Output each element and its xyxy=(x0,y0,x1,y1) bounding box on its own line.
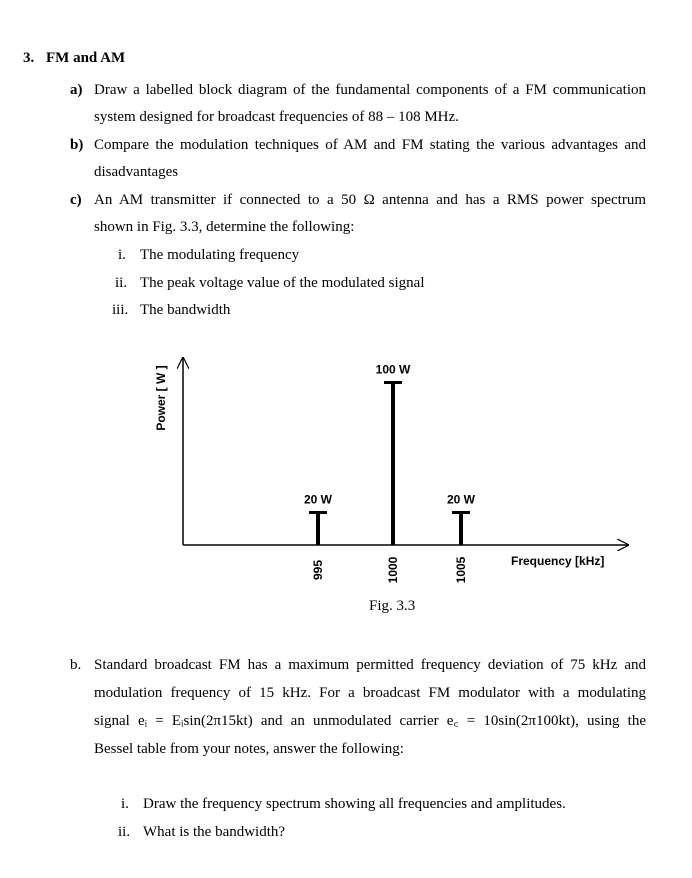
part-c-line-1: An AM transmitter if connected to a 50 Ω antenna and has a RMS power spectrum xyxy=(94,192,646,208)
part-a-line-2: system designed for broadcast frequencies of 88 – 108 MHz. xyxy=(94,109,459,125)
subitem-label: ii. xyxy=(115,275,128,291)
part-c-line-2: shown in Fig. 3.3, determine the following: xyxy=(94,219,355,235)
subitem-text: What is the bandwidth? xyxy=(143,824,286,840)
power-spectrum-chart xyxy=(0,330,692,600)
value-label: 100 W xyxy=(375,362,411,377)
subitem-label: i. xyxy=(118,247,126,263)
subitem-label: ii. xyxy=(118,824,131,840)
part-b2-line-4: Bessel table from your notes, answer the following: xyxy=(94,741,404,757)
question-number: 3. xyxy=(23,50,35,66)
part-b-line-2: disadvantages xyxy=(94,164,179,180)
part-b-label: b) xyxy=(70,137,84,153)
subitem-label: i. xyxy=(121,796,129,812)
part-b2-label: b. xyxy=(70,657,82,673)
figure-caption: Fig. 3.3 xyxy=(369,598,416,614)
part-b2-line-3: signal eᵢ = Eᵢsin(2π15kt) and an unmodulated carrier e꜀ = 10sin(2π100kt), using the xyxy=(94,713,646,729)
question-title: FM and AM xyxy=(46,50,126,66)
y-axis-label: Power [ W ] xyxy=(154,365,168,431)
part-b-line-1: Compare the modulation techniques of AM and FM stating the various advantages and xyxy=(94,137,646,153)
subitem-text: The peak voltage value of the modulated signal xyxy=(140,275,425,291)
subitem-label: iii. xyxy=(112,302,129,318)
subitem-text: The modulating frequency xyxy=(140,247,300,263)
part-b2-line-2: modulation frequency of 15 kHz. For a broadcast FM modulator with a modulating xyxy=(94,685,646,701)
part-b2-line-1: Standard broadcast FM has a maximum permitted frequency deviation of 75 kHz and xyxy=(94,657,646,673)
x-tick-label: 995 xyxy=(311,559,325,581)
part-c-subitem xyxy=(115,273,425,293)
subitem-text: Draw the frequency spectrum showing all frequencies and amplitudes. xyxy=(143,796,566,812)
part-c-subitem xyxy=(112,300,230,320)
question-heading xyxy=(23,50,125,67)
part-c-label: c) xyxy=(70,192,82,208)
part-b2-subitem xyxy=(121,794,566,814)
subitem-text: The bandwidth xyxy=(140,302,231,318)
value-label: 20 W xyxy=(446,492,476,507)
x-tick-label: 1000 xyxy=(386,556,400,584)
part-b2-subitem xyxy=(118,822,285,842)
part-a-label: a) xyxy=(70,82,83,98)
value-label: 20 W xyxy=(303,492,333,507)
part-c-subitem xyxy=(118,245,299,265)
x-tick-label: 1005 xyxy=(454,556,468,584)
part-a-line-1: Draw a labelled block diagram of the fundamental components of a FM communication xyxy=(94,82,646,98)
x-axis-label: Frequency [kHz] xyxy=(511,554,605,568)
